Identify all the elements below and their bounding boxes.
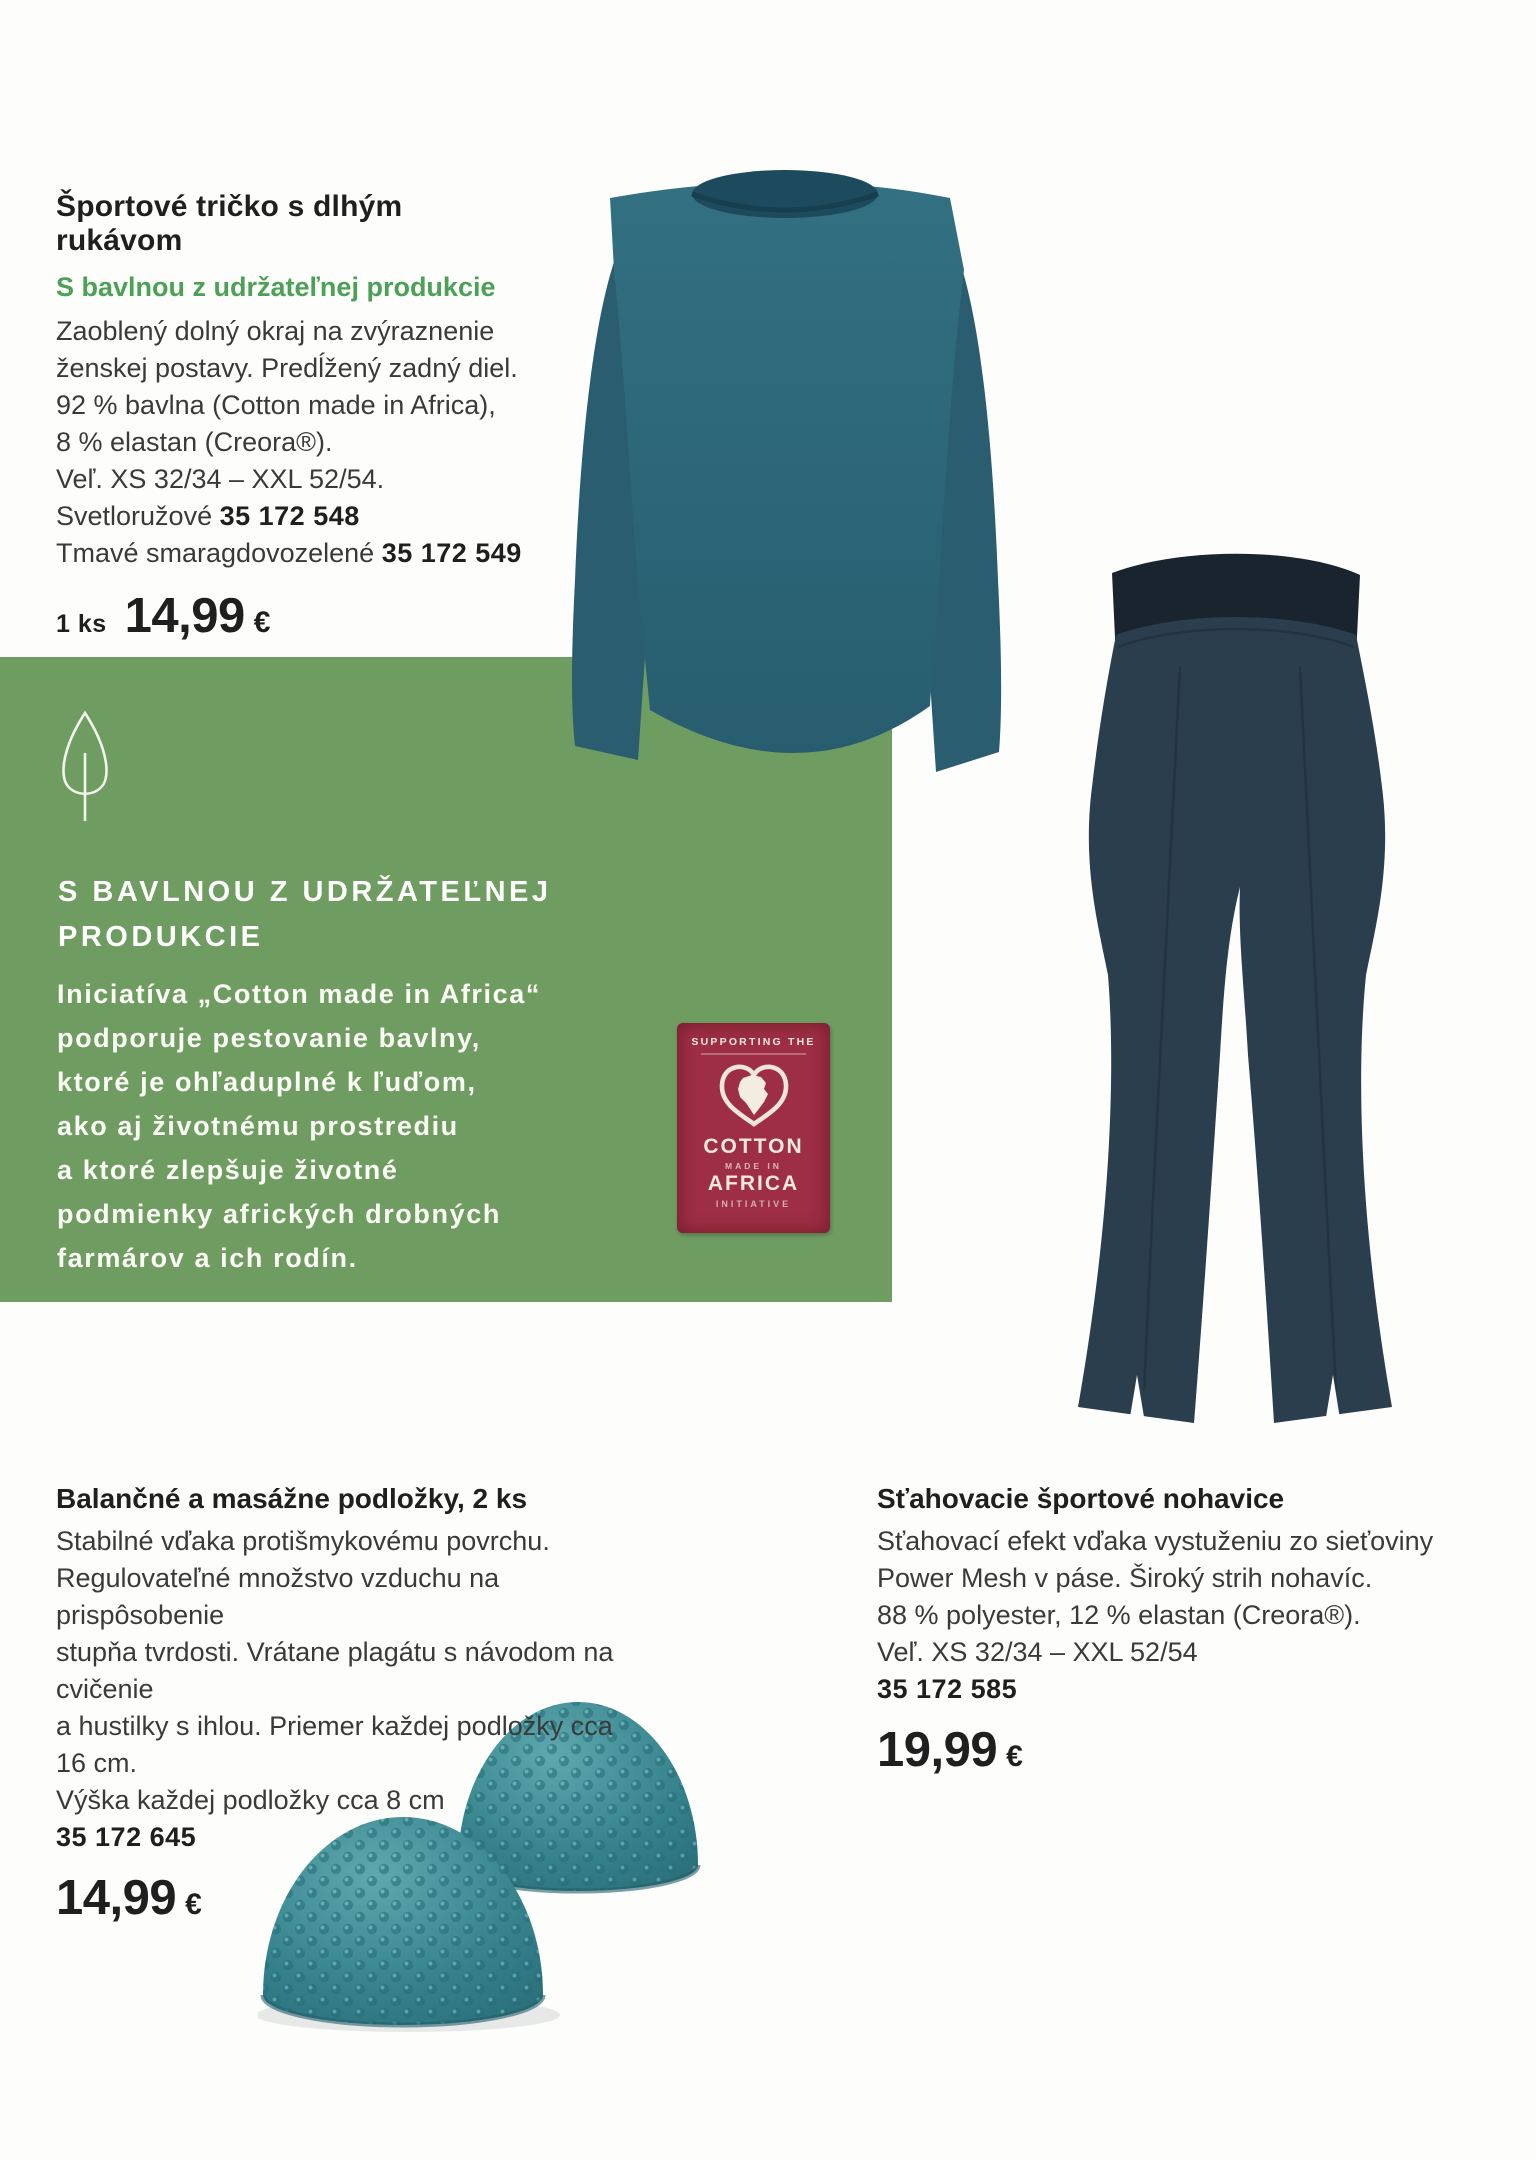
badge-divider [701,1053,805,1055]
tshirt-description-line: Zaoblený dolný okraj na zvýraznenie [56,316,495,346]
tshirt-description-line: 92 % bavlna (Cotton made in Africa), [56,390,496,420]
pants-title: Sťahovacie športové nohavice [877,1483,1285,1514]
pants-description-line: Sťahovací efekt vďaka vystuženiu zo sieťoviny [877,1526,1434,1556]
product-pads-info [56,1482,636,1926]
pads-price-row [56,1870,636,1926]
currency-symbol: € [253,606,271,639]
tshirt-sustainability-highlight: S bavlnou z udržateľnej produkcie [56,272,496,302]
currency-symbol: € [185,1888,202,1921]
green-box-body-line: podmienky afrických drobných [57,1199,501,1229]
green-box-body-line: podporuje pestovanie bavlny, [57,1023,481,1053]
green-box-body-line: ako aj životnému prostrediu [57,1111,459,1141]
price-value: 19,99 [877,1723,998,1777]
badge-supporting-text: SUPPORTING THE [691,1036,816,1048]
green-box-body-line: Iniciatíva „Cotton made in Africa“ [57,979,541,1009]
product-tshirt-info [56,190,536,644]
pants-price-row [877,1722,1457,1778]
green-box-body [57,972,541,1280]
pads-description-line: Výška každej podložky cca 8 cm [56,1785,445,1815]
tshirt-variant-row [56,498,536,535]
variant-code: 35 172 548 [219,501,360,531]
pants-article-code: 35 172 585 [877,1674,1018,1704]
product-pants-info [877,1482,1457,1778]
currency-symbol: € [1006,1740,1023,1773]
tshirt-product-image [552,150,1022,795]
pads-description-line: stupňa tvrdosti. Vrátane plagátu s návodom na cvičenie [56,1637,614,1704]
green-box-heading-line: S BAVLNOU Z UDRŽATEĽNEJ [58,876,552,908]
pads-description-line: Regulovateľné množstvo vzduchu na prispôsobenie [56,1563,500,1630]
green-box-body-line: farmárov a ich rodín. [57,1243,358,1273]
green-box-heading [58,870,551,960]
tshirt-variant-row [56,535,536,572]
cotton-made-in-africa-badge [677,1023,830,1233]
badge-made-in-text: MADE IN [725,1161,782,1171]
leaf-icon [56,709,114,829]
badge-initiative-text: INITIATIVE [715,1199,792,1209]
pads-description-line: Stabilné vďaka protišmykovému povrchu. [56,1526,550,1556]
variant-code: 35 172 549 [381,538,522,568]
green-box-body-line: ktoré je ohľaduplné k ľuďom, [57,1067,477,1097]
tshirt-size-line: Veľ. XS 32/34 – XXL 52/54. [56,464,385,494]
quantity-label: 1 ks [56,610,107,638]
badge-cotton-text: COTTON [703,1135,804,1158]
variant-label: Svetloružové [56,501,213,531]
badge-africa-text: AFRICA [707,1172,800,1195]
tshirt-description-line: 8 % elastan (Creora®). [56,427,333,457]
pads-description-line: a hustilky s ihlou. Priemer každej podložky cca 16 cm. [56,1711,613,1778]
pads-article-code: 35 172 645 [56,1822,197,1852]
pants-description-line: 88 % polyester, 12 % elastan (Creora®). [877,1600,1361,1630]
price-value: 14,99 [56,1871,177,1925]
tshirt-description-line: ženskej postavy. Predĺžený zadný diel. [56,353,518,383]
heart-africa-icon [713,1059,795,1129]
variant-label: Tmavé smaragdovozelené [56,538,375,568]
pants-description-line: Power Mesh v páse. Široký strih nohavíc. [877,1563,1373,1593]
tshirt-price-row [56,588,536,644]
pants-product-image [1060,535,1420,1440]
pants-size-line: Veľ. XS 32/34 – XXL 52/54 [877,1637,1198,1667]
pads-title: Balančné a masážne podložky, 2 ks [56,1483,528,1514]
tshirt-title: Športové tričko s dlhým rukávom [56,190,403,257]
green-box-body-line: a ktoré zlepšuje životné [57,1155,399,1185]
green-box-heading-line: PRODUKCIE [58,921,264,953]
price-value: 14,99 [124,589,245,643]
